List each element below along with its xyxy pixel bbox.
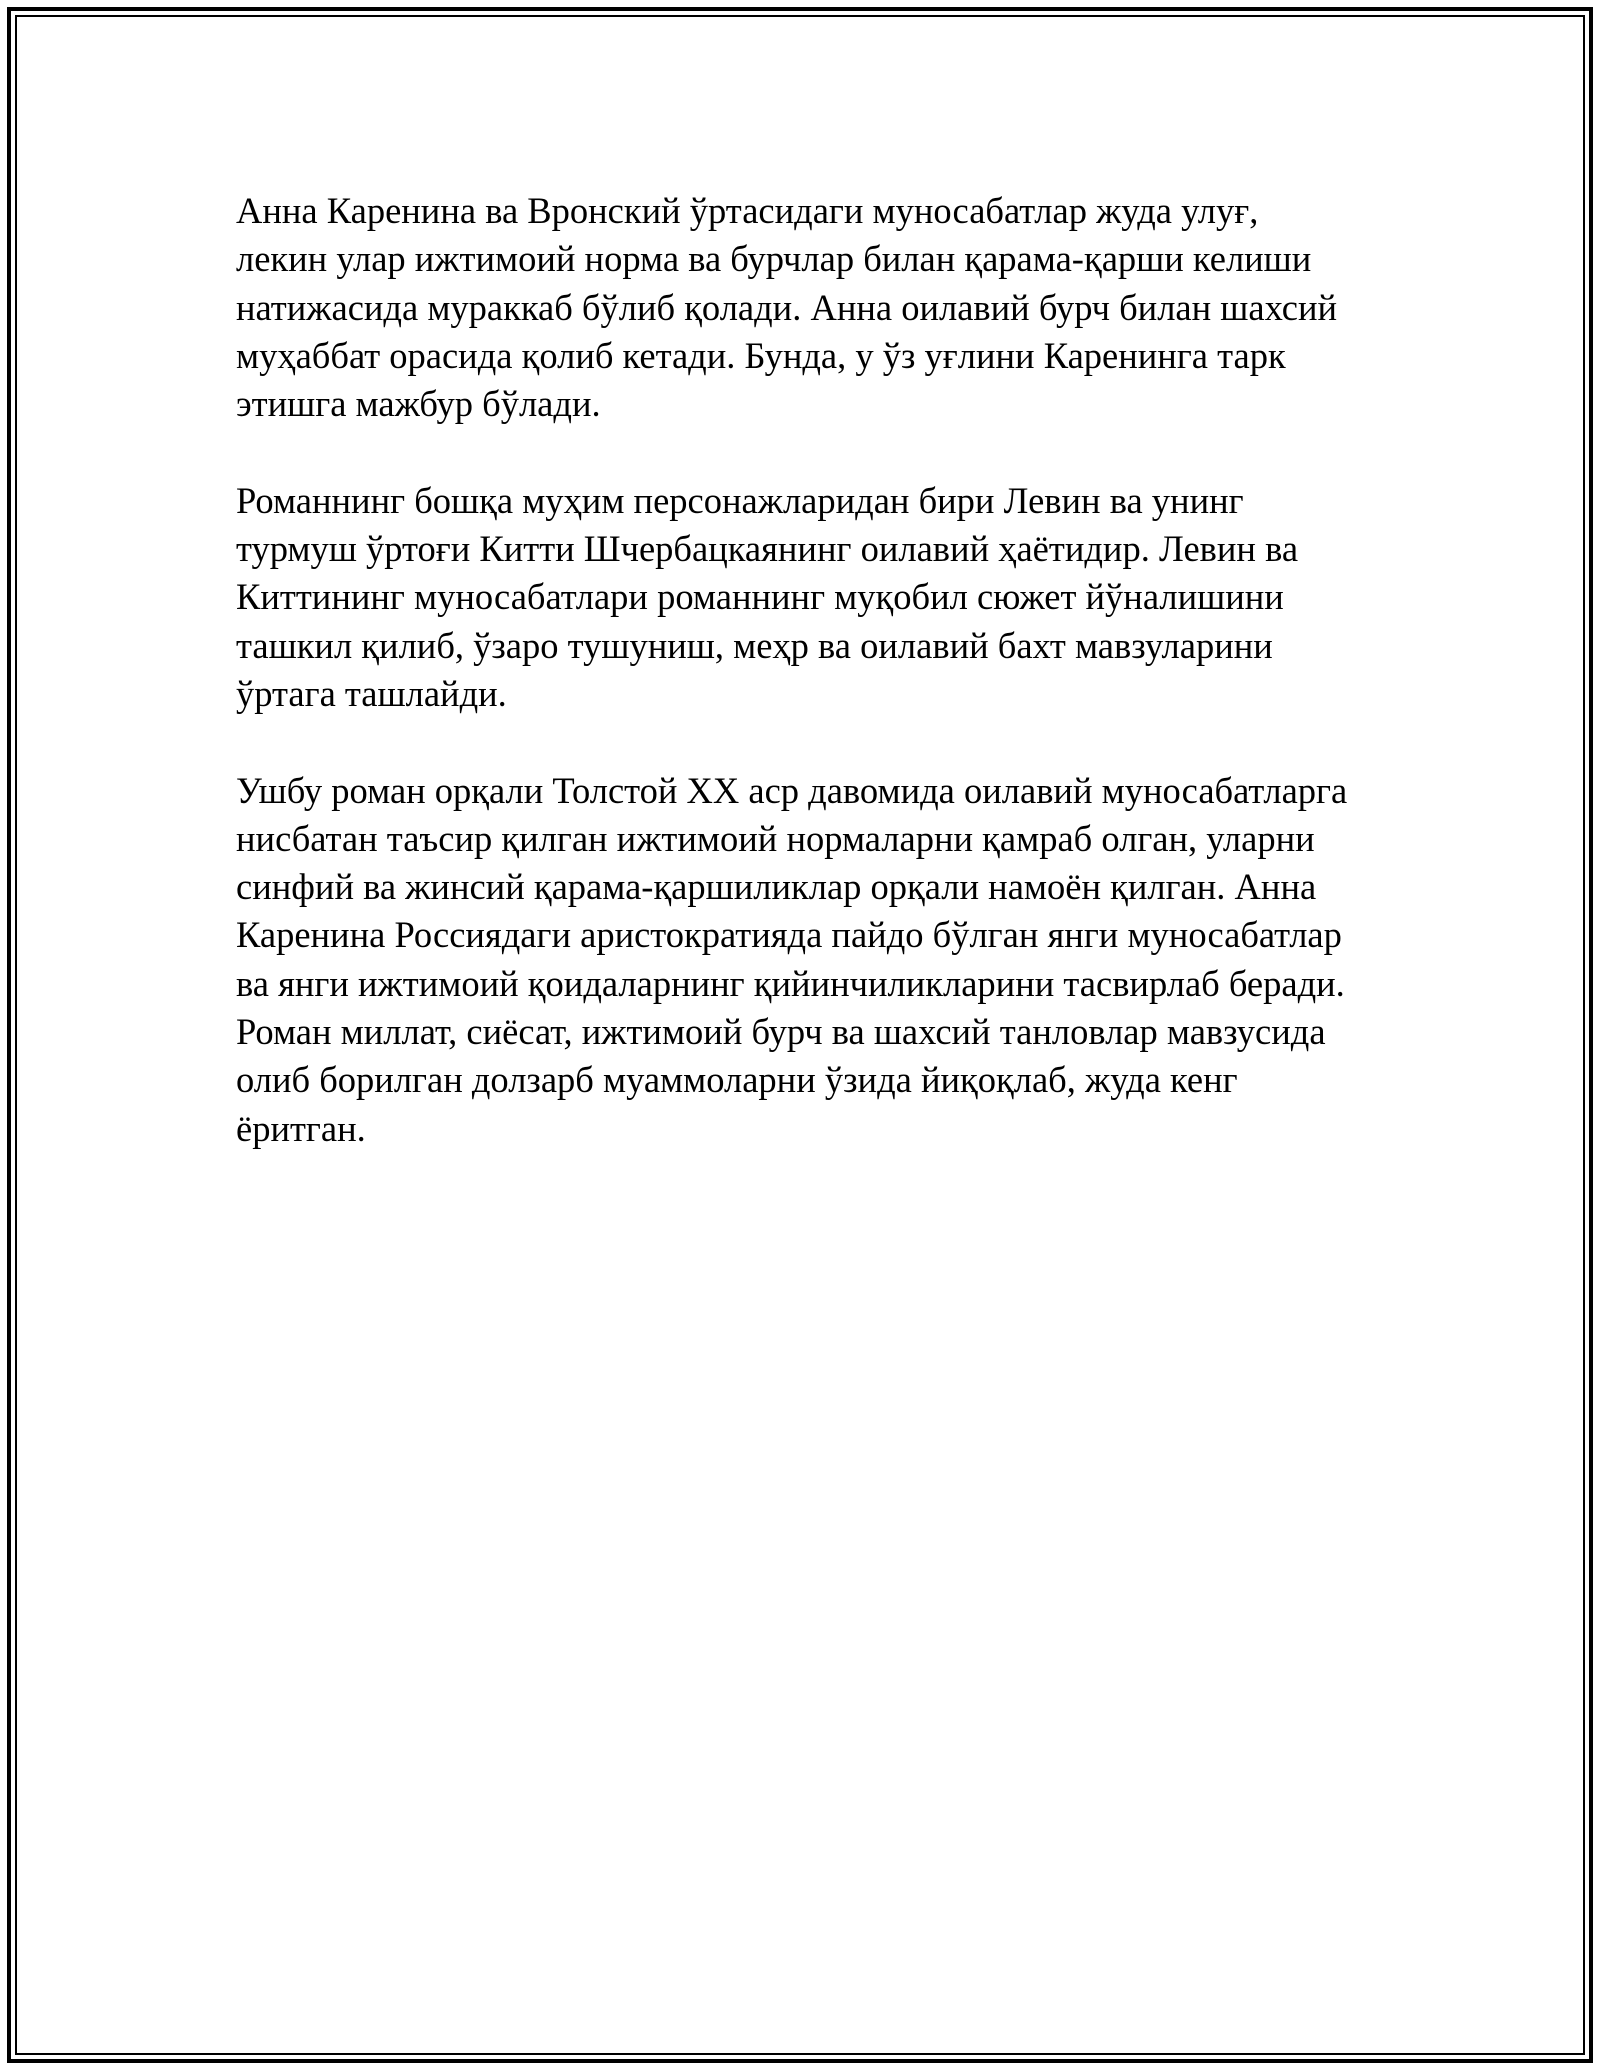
text-line: Киттининг муносабатлари романнинг муқобил сюжет йўналишини — [236, 576, 1284, 618]
text-line: ва янги ижтимоий қоидаларнинг қийинчиликларини тасвирлаб беради. — [236, 962, 1345, 1004]
text-line: ташкил қилиб, ўзаро тушуниш, меҳр ва оилавий бахт мавзуларини — [236, 624, 1273, 666]
text-line: синфий ва жинсий қарама-қаршиликлар орқали намоён қилган. Анна — [236, 866, 1317, 908]
paragraph-anna-vronsky — [236, 187, 1376, 428]
text-line: муҳаббат орасида қолиб кетади. Бунда, у ўз уғлини Каренинга тарк — [236, 334, 1286, 376]
text-line: Ушбу роман орқали Толстой XX аср давомида оилавий муносабатларга — [236, 769, 1348, 811]
paragraph-tolstoy-conclusion — [236, 767, 1376, 1153]
text-line: нисбатан таъсир қилган ижтимоий нормаларни қамраб олган, уларни — [236, 817, 1315, 859]
document-body — [236, 187, 1376, 1201]
text-line: ёритган. — [236, 1107, 366, 1149]
text-line: натижасида мураккаб бўлиб қолади. Анна оилавий бурч билан шахсий — [236, 286, 1338, 328]
text-line: Романнинг бошқа муҳим персонажларидан бири Левин ва унинг — [236, 479, 1244, 521]
text-line: этишга мажбур бўлади. — [236, 383, 601, 425]
text-line: Анна Каренина ва Вронский ўртасидаги муносабатлар жуда улуғ, — [236, 190, 1259, 231]
text-line: лекин улар ижтимоий норма ва бурчлар билан қарама-қарши келиши — [236, 238, 1312, 280]
text-line: Каренина Россиядаги аристократияда пайдо бўлган янги муносабатлар — [236, 914, 1342, 956]
text-line: олиб борилган долзарб муаммоларни ўзида йиқоқлаб, жуда кенг — [236, 1059, 1238, 1101]
text-line: Роман миллат, сиёсат, ижтимоий бурч ва шахсий танловлар мавзусида — [236, 1011, 1326, 1053]
text-line: турмуш ўртоғи Китти Шчербацкаянинг оилавий ҳаётидир. Левин ва — [236, 528, 1299, 570]
paragraph-levin-kitty — [236, 477, 1376, 718]
text-line: ўртага ташлайди. — [236, 672, 507, 714]
